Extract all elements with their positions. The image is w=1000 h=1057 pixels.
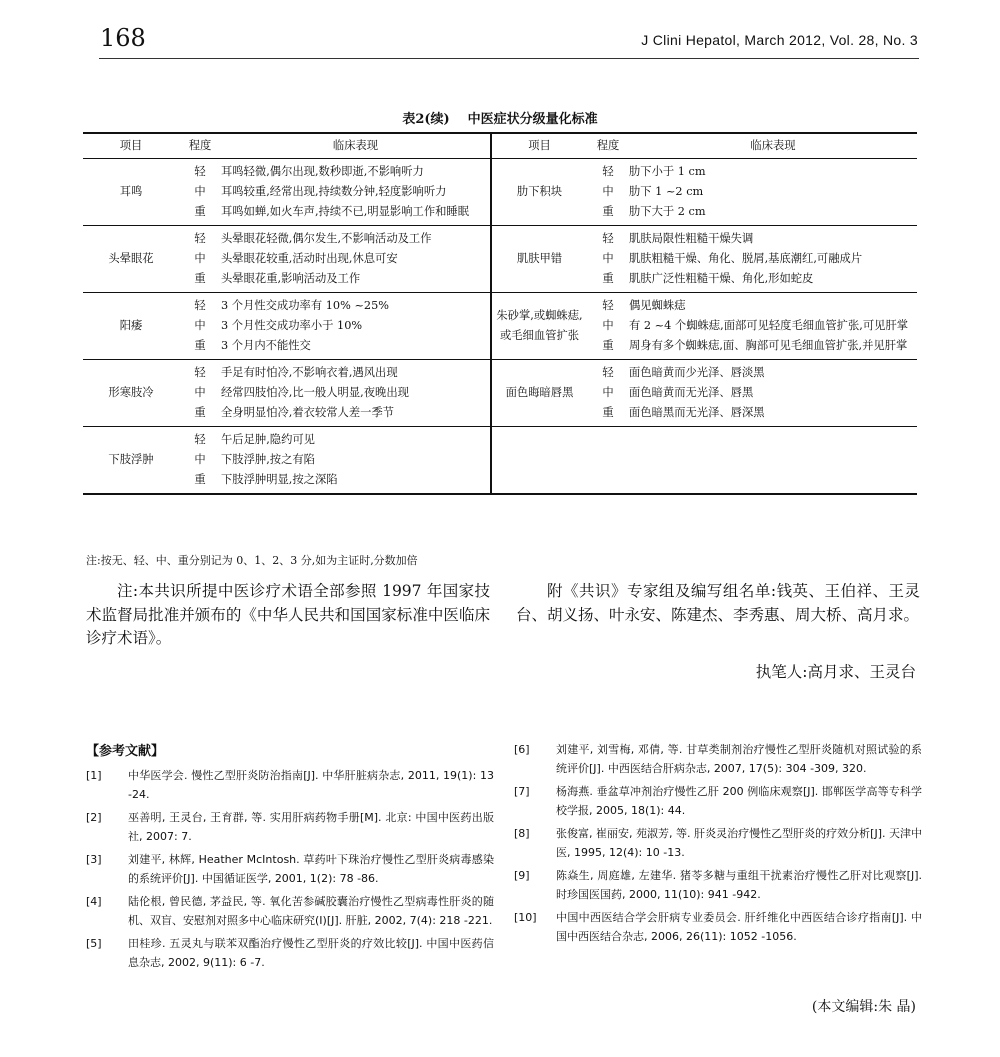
reference-text: 陈焱生, 周庭雄, 左建华. 猪苓多糖与重组干扰素治疗慢性乙肝对比观察[J]. 时珍国医国药, 2000, 11(10): 941 -942. xyxy=(556,869,922,901)
reference-number: [10] xyxy=(514,911,537,924)
item-name: 阳痿 xyxy=(83,293,179,360)
manifestation: 3 个月性交成功率有 10% ~25% xyxy=(221,299,390,312)
reference-number: [6] xyxy=(514,743,530,756)
severity-level: 轻 xyxy=(194,366,206,379)
reference-number: [8] xyxy=(514,827,530,840)
reference-item xyxy=(86,850,494,888)
reference-number: [5] xyxy=(86,937,102,950)
manifestation: 头晕眼花重,影响活动及工作 xyxy=(221,272,361,285)
severity-level: 重 xyxy=(194,205,206,218)
severity-level: 重 xyxy=(602,406,614,419)
editor-credit: (本文编辑:朱 晶) xyxy=(811,999,916,1015)
reference-item xyxy=(514,782,922,820)
reference-item xyxy=(514,824,922,862)
manifestation: 肋下大于 2 cm xyxy=(629,205,706,218)
severity-level: 轻 xyxy=(602,165,614,178)
severity-level: 重 xyxy=(194,272,206,285)
expert-group-paragraph: 附《共识》专家组及编写组名单:钱英、王伯祥、王灵台、胡义扬、叶永安、陈建杰、李秀惠、周大桥、高月求。 xyxy=(516,582,920,624)
reference-text: 中华医学会. 慢性乙型肝炎防治指南[J]. 中华肝脏病杂志, 2011, 19(1): 13 -24. xyxy=(128,769,494,801)
reference-item xyxy=(514,908,922,946)
author-line: 执笔人:高月求、王灵台 xyxy=(755,663,916,681)
severity-level: 轻 xyxy=(194,232,206,245)
column-header-item: 项目 xyxy=(528,139,551,152)
manifestation: 耳鸣如蝉,如火车声,持续不已,明显影响工作和睡眠 xyxy=(221,205,470,218)
severity-level: 中 xyxy=(602,185,614,198)
symptom-grading-table xyxy=(83,132,917,495)
table-row xyxy=(83,293,917,360)
severity-level: 重 xyxy=(602,339,614,352)
column-header-severity: 程度 xyxy=(596,139,620,152)
reference-number: [3] xyxy=(86,853,102,866)
table-caption xyxy=(0,108,1000,127)
manifestation: 肋下小于 1 cm xyxy=(629,165,706,178)
severity-level: 中 xyxy=(602,319,614,332)
terminology-note-paragraph: 注:本共识所提中医诊疗术语全部参照 1997 年国家技术监督局批准并颁布的《中华人民共和国国家标准中医临床诊疗术语》。 xyxy=(86,582,490,647)
manifestation: 偶见蜘蛛痣 xyxy=(629,299,686,312)
column-header-severity: 程度 xyxy=(188,139,212,152)
severity-level: 中 xyxy=(194,252,206,265)
references-heading: 【参考文献】 xyxy=(86,744,165,759)
reference-number: [2] xyxy=(86,811,102,824)
severity-level: 轻 xyxy=(602,366,614,379)
reference-item xyxy=(86,808,494,846)
manifestation: 肌肤粗糙干燥、角化、脱屑,基底潮红,可融成片 xyxy=(629,252,863,265)
manifestation: 经常四肢怕冷,比一般人明显,夜晚出现 xyxy=(221,386,409,399)
table-caption-title: 中医症状分级量化标准 xyxy=(467,112,598,127)
reference-item xyxy=(86,766,494,804)
reference-text: 张俊富, 崔丽安, 苑淑芳, 等. 肝炎灵治疗慢性乙型肝炎的疗效分析[J]. 天津中医, 1995, 12(4): 10 -13. xyxy=(556,827,922,859)
references-column-left xyxy=(86,766,494,976)
manifestation: 面色暗黄而少光泽、唇淡黑 xyxy=(629,366,765,379)
page-number: 168 xyxy=(100,24,146,52)
reference-item xyxy=(514,740,922,778)
header-rule xyxy=(99,58,919,59)
item-name: 肋下积块 xyxy=(491,159,587,226)
severity-level: 中 xyxy=(194,185,206,198)
column-header-manifestation: 临床表现 xyxy=(221,133,491,159)
severity-level: 轻 xyxy=(602,299,614,312)
manifestation: 肌肤广泛性粗糙干燥、角化,形如蛇皮 xyxy=(629,272,814,285)
table-row xyxy=(83,427,917,495)
reference-text: 刘建平, 刘雪梅, 邓倩, 等. 甘草类制剂治疗慢性乙型肝炎随机对照试验的系统评价[J]. 中西医结合肝病杂志, 2007, 17(5): 304 -309, 320. xyxy=(556,743,922,775)
reference-text: 陆伦根, 曾民德, 茅益民, 等. 氧化苦参碱胶囊治疗慢性乙型病毒性肝炎的随机、双盲、安慰剂对照多中心临床研究(I)[J]. 肝脏, 2002, 7(4): 218 -221. xyxy=(128,895,494,927)
manifestation: 3 个月内不能性交 xyxy=(221,339,311,352)
severity-level: 轻 xyxy=(602,232,614,245)
severity-level: 重 xyxy=(602,205,614,218)
manifestation: 肌肤局限性粗糙干燥失调 xyxy=(629,232,754,245)
column-header-item: 项目 xyxy=(119,139,143,152)
reference-number: [7] xyxy=(514,785,530,798)
severity-level: 重 xyxy=(602,272,614,285)
manifestation: 下肢浮肿,按之有陷 xyxy=(221,453,315,466)
references-column-right xyxy=(514,740,922,950)
severity-level: 重 xyxy=(194,339,206,352)
manifestation: 耳鸣轻微,偶尔出现,数秒即逝,不影响听力 xyxy=(221,165,424,178)
column-header-manifestation: 临床表现 xyxy=(750,139,796,152)
reference-item xyxy=(514,866,922,904)
manifestation: 下肢浮肿明显,按之深陷 xyxy=(221,473,338,486)
severity-level: 重 xyxy=(194,473,206,486)
manifestation: 面色暗黑而无光泽、唇深黑 xyxy=(629,406,765,419)
reference-item xyxy=(86,892,494,930)
journal-running-header: J Clini Hepatol, March 2012, Vol. 28, No. 3 xyxy=(641,32,918,48)
severity-level: 中 xyxy=(602,386,614,399)
table-row xyxy=(83,226,917,293)
manifestation: 3 个月性交成功率小于 10% xyxy=(221,319,363,332)
reference-text: 田桂珍. 五灵丸与联苯双酯治疗慢性乙型肝炎的疗效比较[J]. 中国中医药信息杂志, 2002, 9(11): 6 -7. xyxy=(128,937,494,969)
item-name: 耳鸣 xyxy=(83,159,179,226)
item-name: 面色晦暗唇黑 xyxy=(491,360,587,427)
severity-level: 轻 xyxy=(194,165,206,178)
manifestation: 耳鸣较重,经常出现,持续数分钟,轻度影响听力 xyxy=(221,185,447,198)
manifestation: 头晕眼花较重,活动时出现,休息可安 xyxy=(221,252,398,265)
manifestation: 肋下 1 ~2 cm xyxy=(629,185,704,198)
severity-level: 中 xyxy=(194,319,206,332)
table-row xyxy=(83,360,917,427)
table-row xyxy=(83,159,917,226)
reference-text: 杨海燕. 垂盆草冲剂治疗慢性乙肝 200 例临床观察[J]. 邯郸医学高等专科学校学报, 2005, 18(1): 44. xyxy=(556,785,922,817)
manifestation: 全身明显怕冷,着衣较常人差一季节 xyxy=(221,406,395,419)
item-name: 头晕眼花 xyxy=(83,226,179,293)
item-name: 下肢浮肿 xyxy=(83,427,179,495)
manifestation: 午后足肿,隐约可见 xyxy=(221,433,315,446)
severity-level: 重 xyxy=(194,406,206,419)
reference-text: 巫善明, 王灵台, 王育群, 等. 实用肝病药物手册[M]. 北京: 中国中医药出版社, 2007: 7. xyxy=(128,811,494,843)
manifestation: 手足有时怕冷,不影响衣着,遇风出现 xyxy=(221,366,398,379)
severity-level: 中 xyxy=(194,386,206,399)
reference-number: [4] xyxy=(86,895,102,908)
item-name: 形寒肢冷 xyxy=(83,360,179,427)
severity-level: 中 xyxy=(602,252,614,265)
item-name: 朱砂掌,或蜘蛛痣,或毛细血管扩张 xyxy=(491,293,587,360)
severity-level: 轻 xyxy=(194,299,206,312)
reference-item xyxy=(86,934,494,972)
reference-text: 刘建平, 林辉, Heather McIntosh. 草药叶下珠治疗慢性乙型肝炎病毒感染的系统评价[J]. 中国循证医学, 2001, 1(2): 78 -86. xyxy=(128,853,494,885)
manifestation: 面色暗黄而无光泽、唇黑 xyxy=(629,386,754,399)
table-footnote: 注:按无、轻、中、重分别记为 0、1、2、3 分,如为主证时,分数加倍 xyxy=(86,554,418,567)
reference-number: [9] xyxy=(514,869,530,882)
manifestation: 周身有多个蜘蛛痣,面、胸部可见毛细血管扩张,并见肝掌 xyxy=(629,339,908,352)
reference-number: [1] xyxy=(86,769,102,782)
manifestation: 头晕眼花轻微,偶尔发生,不影响活动及工作 xyxy=(221,232,432,245)
reference-text: 中国中西医结合学会肝病专业委员会. 肝纤维化中西医结合诊疗指南[J]. 中国中西医结合杂志, 2006, 26(11): 1052 -1056. xyxy=(556,911,922,943)
severity-level: 中 xyxy=(194,453,206,466)
severity-level: 轻 xyxy=(194,433,206,446)
manifestation: 有 2 ~4 个蜘蛛痣,面部可见轻度毛细血管扩张,可见肝掌 xyxy=(629,319,909,332)
item-name: 肌肤甲错 xyxy=(491,226,587,293)
table-caption-label: 表2(续) xyxy=(402,112,450,127)
